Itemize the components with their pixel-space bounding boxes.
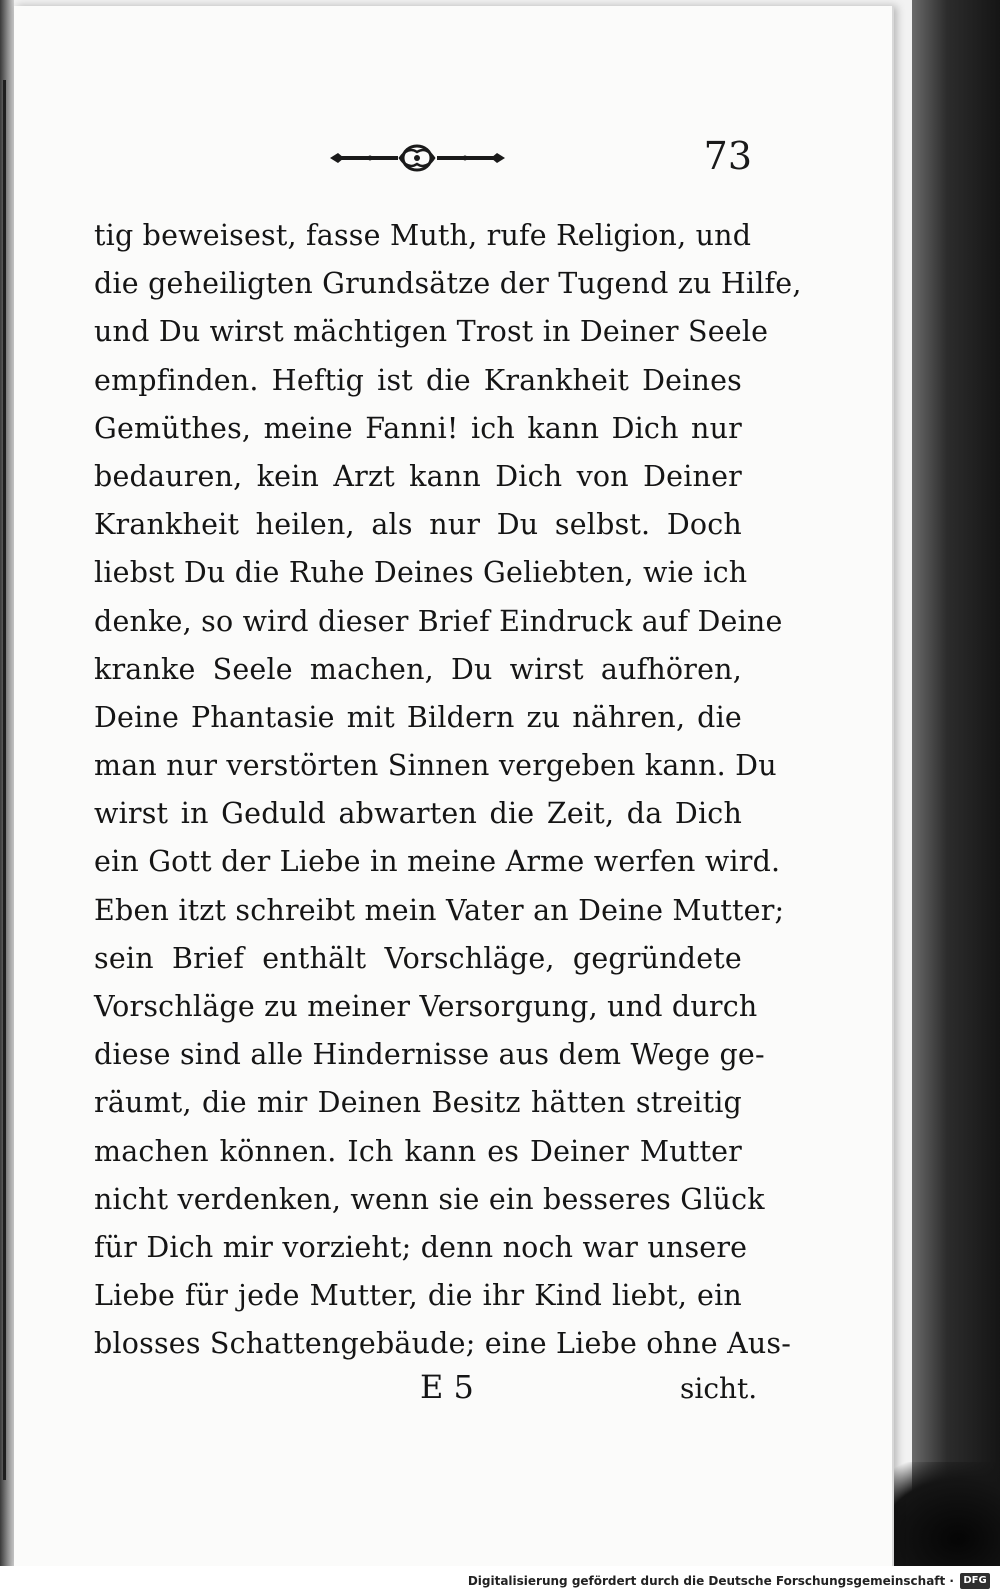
body-text [94, 212, 802, 1369]
text-line: bedauren, kein Arzt kann Dich von Deiner [94, 459, 742, 493]
ornament-rule-icon [330, 138, 505, 178]
dfg-logo: DFG [960, 1573, 990, 1589]
text-line: Vorschläge zu meiner Versorgung, und durch [94, 990, 758, 1023]
text-line: wirst in Geduld abwarten die Zeit, da Dich [94, 797, 742, 831]
text-line: empfinden. Heftig ist die Krankheit Deines [94, 363, 742, 397]
footer-credit: Digitalisierung gefördert durch die Deutsche Forschungsgemeinschaft · [467, 1574, 954, 1588]
text-line: machen können. Ich kann es Deiner Mutter [94, 1134, 742, 1168]
footer-bar [0, 1566, 1000, 1594]
text-line: tig beweisest, fasse Muth, rufe Religion, und [94, 219, 752, 252]
text-line: ein Gott der Liebe in meine Arme werfen wird. [94, 845, 781, 879]
catchword: sicht. [680, 1372, 758, 1405]
text-line: diese sind alle Hindernisse aus dem Wege ge- [94, 1038, 765, 1072]
text-line: Liebe für jede Mutter, die ihr Kind liebt, ein [94, 1279, 742, 1313]
text-line: kranke Seele machen, Du wirst aufhören, [94, 652, 742, 686]
scanner-dark-edge [912, 0, 1000, 1594]
text-line: Eben itzt schreibt mein Vater an Deine Mutter; [94, 893, 785, 927]
text-line: sein Brief enthält Vorschläge, gegründete [94, 941, 742, 975]
text-line: die geheiligten Grundsätze der Tugend zu Hilfe, [94, 267, 802, 301]
text-line: nicht verdenken, wenn sie ein besseres Glück [94, 1182, 765, 1216]
text-line: blosses Schattengebäude; eine Liebe ohne Aus- [94, 1327, 792, 1361]
printer-signature: E 5 [420, 1368, 474, 1406]
text-line: Gemüthes, meine Fanni! ich kann Dich nur [94, 411, 742, 445]
text-line: man nur verstörten Sinnen vergeben kann. Du [94, 749, 777, 783]
text-line: räumt, die mir Deinen Besitz hätten streitig [94, 1086, 742, 1120]
text-line: liebst Du die Ruhe Deines Geliebten, wie ich [94, 556, 748, 590]
text-line: Krankheit heilen, als nur Du selbst. Doch [94, 508, 742, 542]
text-line: und Du wirst mächtigen Trost in Deiner Seele [94, 315, 769, 349]
binding-shadow-line [3, 80, 6, 1480]
text-line: für Dich mir vorzieht; denn noch war unsere [94, 1230, 748, 1264]
text-line: Deine Phantasie mit Bildern zu nähren, die [94, 700, 742, 734]
text-line: denke, so wird dieser Brief Eindruck auf Deine [94, 604, 783, 638]
page-number: 73 [703, 134, 752, 178]
